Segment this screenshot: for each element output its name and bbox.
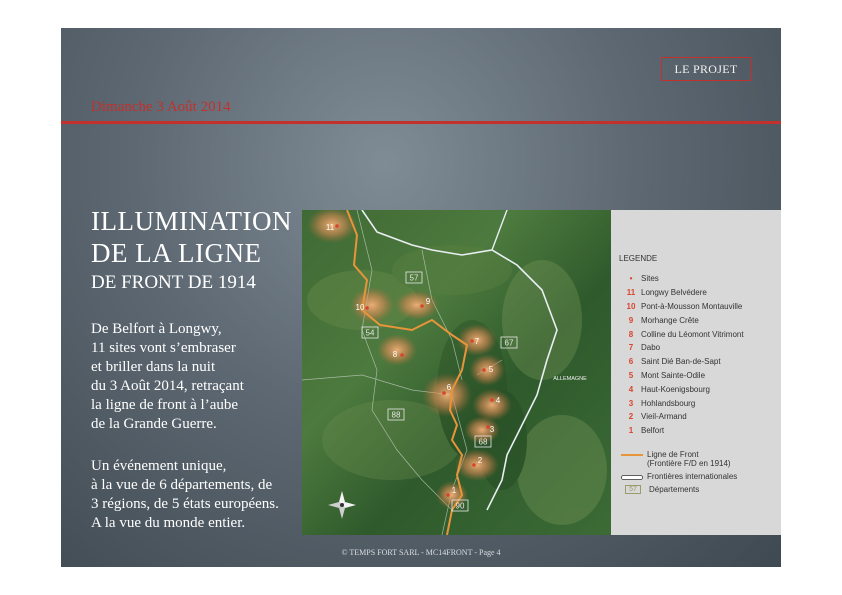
site-marker: 8	[392, 350, 398, 359]
legend-label: Saint Dié Ban-de-Sapt	[641, 357, 721, 367]
site-symbol: 4	[628, 384, 634, 394]
legend-item	[621, 327, 744, 341]
site-marker: 3	[489, 425, 495, 434]
site-marker: 7	[474, 337, 480, 346]
site-marker: 10	[355, 303, 365, 312]
legend-label: Départements	[649, 485, 700, 494]
page-footer: © TEMPS FORT SARL - MC14FRONT - Page 4	[341, 548, 501, 557]
site-symbol: 7	[628, 343, 634, 353]
event-line: à la vue de 6 départements, de	[91, 477, 273, 493]
intro-line: la ligne de front à l’aube	[91, 397, 239, 413]
legend-label: Pont-à-Mousson Montauville	[641, 301, 743, 311]
legend-item	[621, 382, 744, 396]
title-line-2: DE LA LIGNE	[91, 238, 262, 268]
legend-item	[621, 410, 744, 424]
section-badge: LE PROJET	[661, 57, 751, 81]
front-line-swatch-icon	[621, 453, 643, 457]
legend-label: Longwy Belvédere	[641, 288, 707, 298]
event-date: Dimanche 3 Août 2014	[91, 99, 231, 115]
department-label: 90	[455, 501, 465, 511]
site-symbol: 11	[626, 288, 636, 298]
legend-title: LEGENDE	[619, 254, 658, 263]
legend-item	[621, 300, 744, 314]
legend-label: Ligne de Front	[647, 450, 699, 459]
site-symbol: 8	[628, 329, 634, 339]
title-line-3: DE FRONT DE 1914	[91, 272, 256, 293]
legend-borders	[621, 472, 737, 481]
legend-item	[621, 396, 744, 410]
site-symbol: 9	[628, 315, 634, 325]
legend-item	[621, 424, 744, 438]
site-symbol: •	[629, 274, 633, 284]
legend-label: Haut-Koenigsbourg	[641, 384, 710, 394]
event-line: 3 régions, de 5 états européens.	[91, 496, 279, 512]
department-label: 67	[504, 338, 514, 348]
site-marker: 5	[488, 365, 494, 374]
map-legend	[611, 210, 781, 535]
legend-item	[621, 341, 744, 355]
event-line: A la vue du monde entier.	[91, 515, 246, 531]
legend-item	[621, 286, 744, 300]
country-label: ALLEMAGNE	[553, 376, 587, 382]
legend-item	[621, 355, 744, 369]
intro-line: du 3 Août 2014, retraçant	[91, 378, 244, 394]
legend-label: Colline du Léomont Vitrimont	[641, 329, 744, 339]
site-symbol: 5	[628, 370, 634, 380]
site-marker: 9	[425, 297, 431, 306]
site-marker: 1	[451, 486, 457, 495]
intro-paragraph	[91, 320, 306, 434]
site-symbol: 3	[628, 398, 634, 408]
legend-lines	[621, 450, 737, 498]
legend-item	[621, 272, 744, 286]
legend-departments	[621, 485, 737, 494]
event-paragraph	[91, 457, 306, 533]
legend-label: Morhange Crête	[641, 315, 699, 325]
front-line-map	[302, 210, 611, 535]
site-symbol: 2	[628, 412, 634, 422]
border-swatch-icon	[621, 475, 643, 481]
intro-line: et briller dans la nuit	[91, 359, 216, 375]
site-symbol: 6	[628, 357, 634, 367]
site-marker: 4	[495, 396, 501, 405]
legend-label: Hohlandsbourg	[641, 398, 696, 408]
legend-label: Sites	[641, 274, 659, 284]
legend-item	[621, 313, 744, 327]
department-label: 54	[365, 328, 375, 338]
legend-front-line	[621, 450, 737, 468]
department-label: 57	[409, 273, 419, 283]
legend-label: Belfort	[641, 426, 665, 436]
department-swatch-icon: 57	[625, 485, 641, 494]
legend-item	[621, 369, 744, 383]
legend-site-list	[621, 272, 744, 438]
legend-label: (Frontière F/D en 1914)	[647, 459, 731, 468]
intro-line: de la Grande Guerre.	[91, 416, 217, 432]
site-marker: 6	[446, 383, 452, 392]
department-label: 68	[478, 437, 488, 447]
legend-label: Vieil-Armand	[641, 412, 687, 422]
site-symbol: 1	[628, 426, 634, 436]
legend-label: Frontières internationales	[647, 472, 738, 481]
intro-line: De Belfort à Longwy,	[91, 321, 222, 337]
site-marker: 2	[477, 456, 483, 465]
slide	[61, 28, 781, 567]
intro-line: 11 sites vont s’embraser	[91, 340, 236, 356]
title-line-1: ILLUMINATION	[91, 206, 292, 236]
department-label: 88	[391, 410, 401, 420]
red-divider	[61, 121, 781, 124]
event-line: Un événement unique,	[91, 458, 227, 474]
site-marker: 11	[325, 223, 335, 232]
legend-label: Dabo	[641, 343, 661, 353]
legend-label: Mont Sainte-Odile	[641, 370, 706, 380]
site-symbol: 10	[626, 301, 636, 311]
